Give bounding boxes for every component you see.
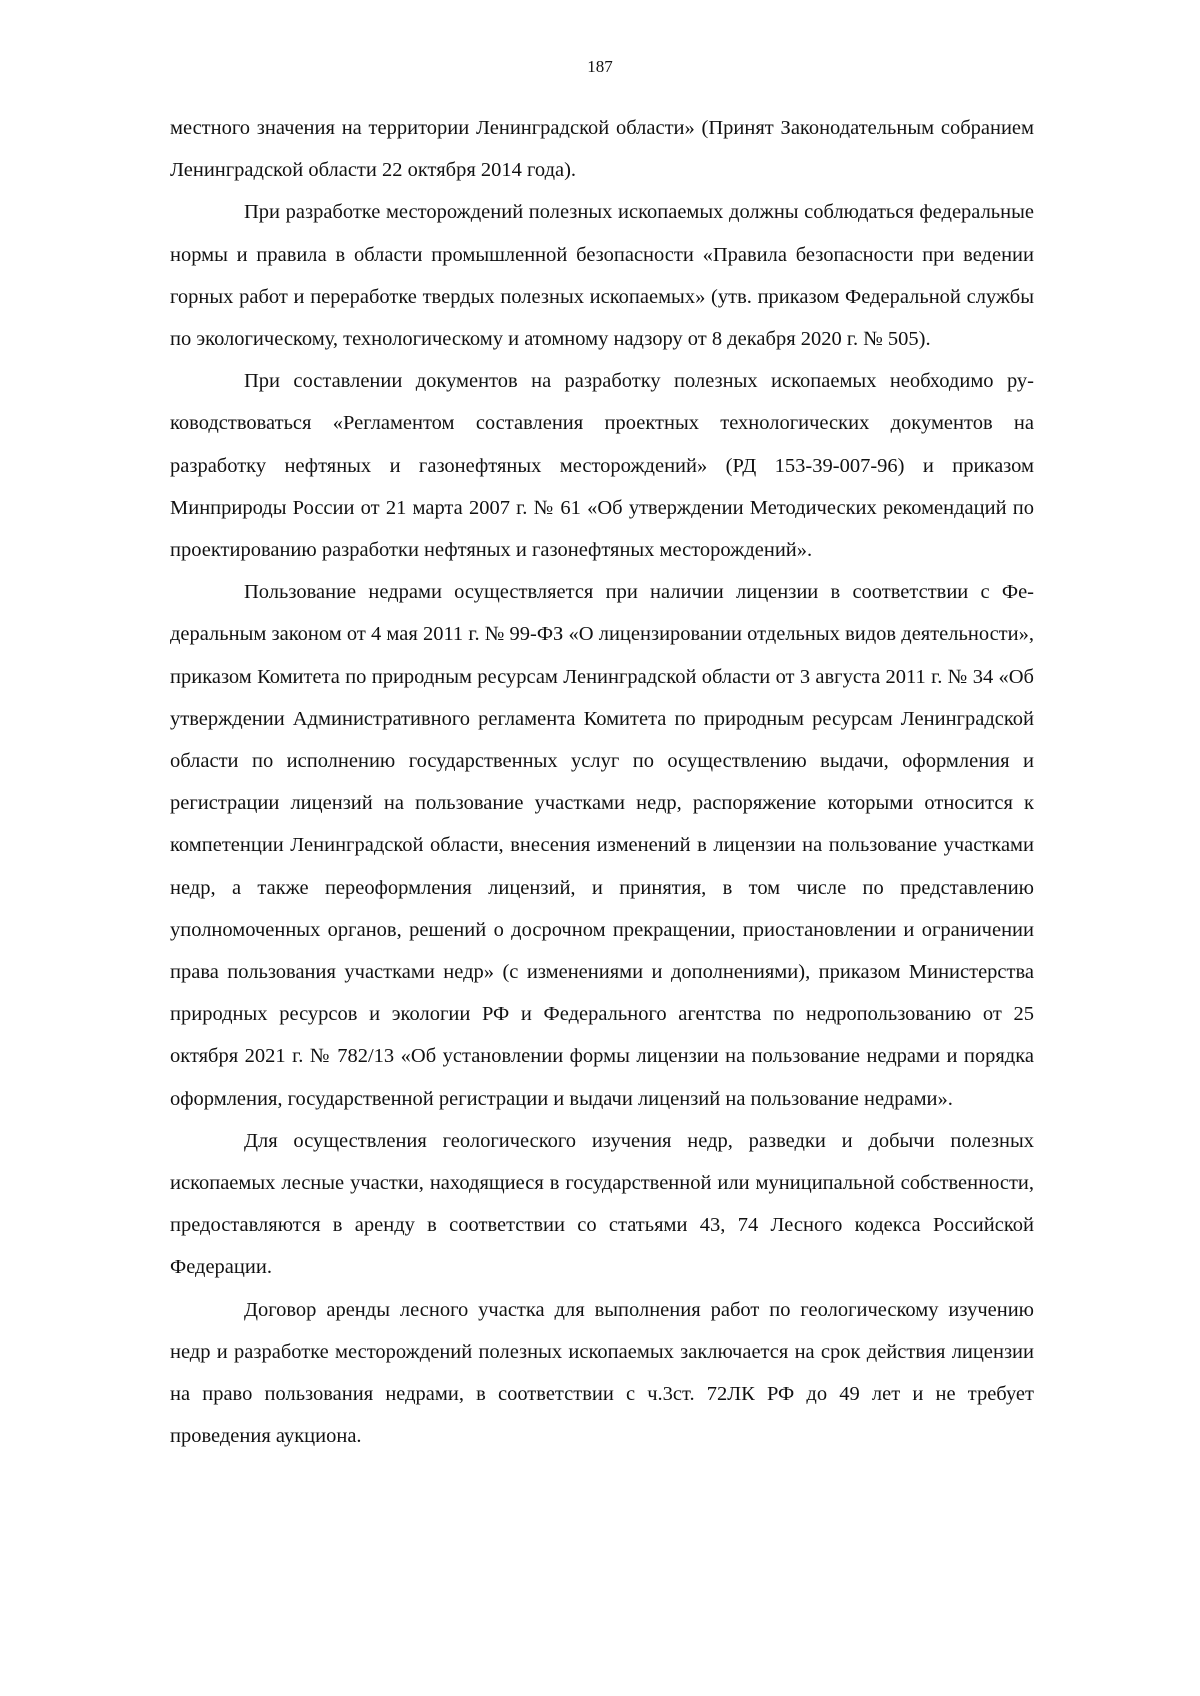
paragraph-project-documents: При составлении документов на разработку полезных ископаемых необходимо руководствоваться «Регламентом составления проектных технологических документов на разработку нефтяных и газонефтяных месторождений» (РД 153-39-007-96) и приказом Минприроды России от 21 марта 2007 г. № 61 «Об утверждении Методических рекомендаций по проектированию разработки нефтяных и газонефтяных месторождений».: [170, 370, 1034, 562]
paragraph-continuation: местного значения на территории Ленинградской области» (Принят Законодательным собранием Ленинградской области 22 октября 2014 года).: [170, 117, 1034, 182]
paragraph-subsoil-licensing: Пользование недрами осуществляется при наличии лицензии в соответствии с Федеральным законом от 4 мая 2011 г. № 99-ФЗ «О лицензировании отдельных видов деятельности», приказом Комитета по природным ресурсам Ленинградской области от 3 августа 2011 г. № 34 «Об утверждении Административного регламента Комитета по природным ресурсам Ленинградской области по исполнению государственных услуг по осуществлению выдачи, оформления и регистрации лицензий на пользование участками недр, распоряжение которыми относится к компетенции Ленинградской области, внесения изменений в лицензии на пользование участками недр, а также переоформления лицензий, и принятия, в том числе по представлению уполномоченных органов, решений о досрочном прекращении, приостановлении и ограничении права пользования участками недр» (с изменениями и дополнениями), приказом Министерства природных ресурсов и экологии РФ и Федерального агентства по недропользованию от 25 октября 2021 г. № 782/13 «Об установлении формы лицензии на пользование недрами и порядка оформления, государственной регистрации и выдачи лицензий на пользование недрами».: [170, 581, 1034, 1110]
paragraph-forest-plots-lease: Для осуществления геологического изучения недр, разведки и добычи полезных ископаемых лесные участки, находящиеся в государственной или муниципальной собственности, предоставляются в аренду в соответствии со статьями 43, 74 Лесного кодекса Российской Федерации.: [170, 1129, 1034, 1279]
document-body: [170, 107, 1034, 1458]
paragraph-lease-agreement-term: Договор аренды лесного участка для выполнения работ по геологическому изучению недр и разработке месторождений полезных ископаемых заключается на срок действия лицензии на право пользования недрами, в соответствии с ч.3ст. 72ЛК РФ до 49 лет и не требует проведения аукциона.: [170, 1298, 1034, 1448]
page-number: 187: [587, 57, 613, 76]
paragraph-industrial-safety-rules: При разработке месторождений полезных ископаемых должны соблюдаться федеральные нормы и правила в области промышленной безопасности «Правила безопасности при ведении горных работ и переработке твердых полезных ископаемых» (утв. приказом Федеральной службы по экологическому, технологическому и атомному надзору от 8 декабря 2020 г. № 505).: [170, 201, 1034, 351]
